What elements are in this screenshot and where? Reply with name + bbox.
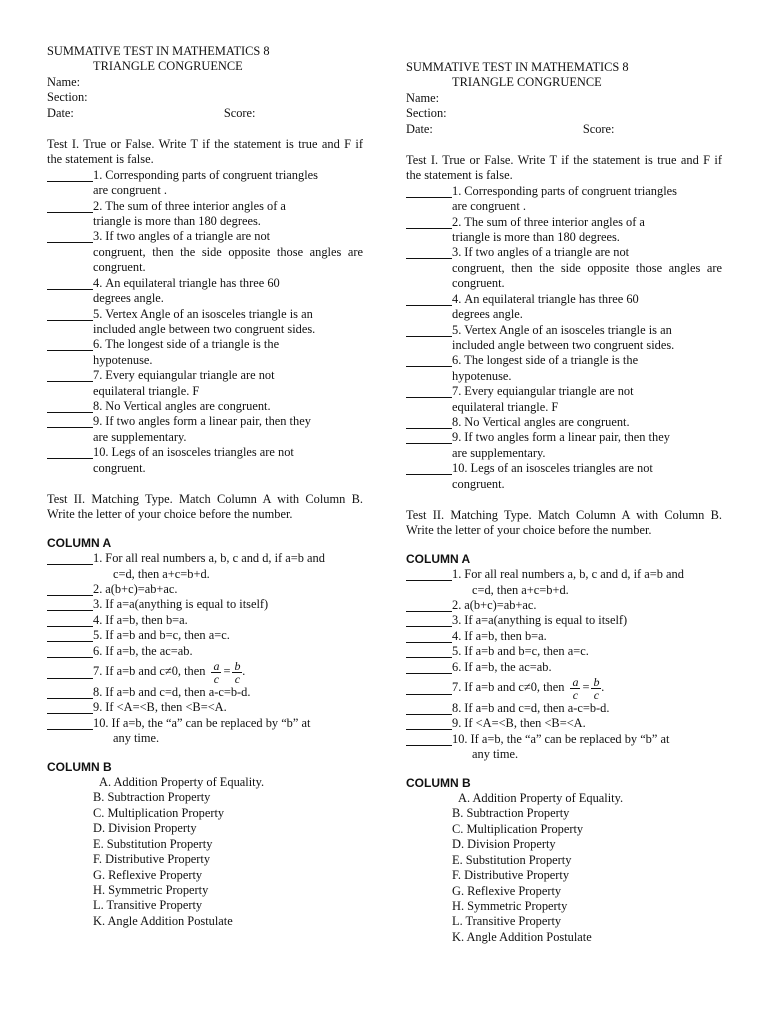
item-number: 8. — [93, 685, 103, 700]
item-text: If a=b and c=d, then a-c=b-d. — [464, 701, 610, 716]
answer-blank[interactable] — [47, 644, 93, 658]
answer-blank[interactable] — [406, 629, 452, 643]
item-number: 9. — [93, 700, 103, 715]
item-text: No Vertical angles are congruent. — [464, 414, 630, 429]
item-continuation: degrees angle. — [93, 291, 164, 306]
item-continuation: congruent. — [93, 460, 146, 475]
section-label: Section: — [47, 90, 88, 105]
column-a-item — [47, 582, 363, 597]
item-number: 9. — [452, 716, 462, 731]
test-copy-right — [406, 60, 722, 945]
equals-sign: = — [223, 664, 231, 679]
tf-item — [406, 184, 722, 215]
column-b-option: B. Subtraction Property — [452, 806, 570, 821]
column-b-option: G. Reflexive Property — [93, 867, 203, 882]
item-text: If a=b, the ac=ab. — [105, 643, 193, 658]
answer-blank[interactable] — [406, 184, 452, 198]
item-text: If a=a(anything is equal to itself) — [464, 613, 628, 628]
answer-blank[interactable] — [406, 716, 452, 730]
answer-blank[interactable] — [406, 598, 452, 612]
item-continuation: hypotenuse. — [452, 368, 512, 383]
column-b-option: H. Symmetric Property — [93, 882, 209, 897]
item-number: 4. — [93, 612, 103, 627]
column-a-item — [406, 567, 722, 598]
column-b-option: K. Angle Addition Postulate — [93, 913, 233, 928]
test2-instructions: Test II. Matching Type. Match Column A with Column B. Write the letter of your choice before the number. — [406, 507, 722, 538]
item-number: 4. — [452, 291, 462, 306]
test2-instructions: Test II. Matching Type. Match Column A with Column B. Write the letter of your choice before the number. — [47, 491, 363, 522]
item-text: An equilateral triangle has three 60 — [464, 291, 639, 306]
item-text: Corresponding parts of congruent triangles — [105, 167, 318, 182]
item-continuation: included angle between two congruent sides. — [93, 321, 316, 336]
column-a-heading: COLUMN A — [47, 535, 112, 550]
item-continuation: included angle between two congruent sides. — [452, 337, 675, 352]
item-text: For all real numbers a, b, c and d, if a=b and — [105, 551, 325, 566]
answer-blank[interactable] — [47, 582, 93, 596]
item-text: The sum of three interior angles of a — [105, 198, 286, 213]
item-number: 8. — [452, 414, 462, 429]
column-b-option: G. Reflexive Property — [452, 883, 562, 898]
answer-blank[interactable] — [47, 700, 93, 714]
item-number: 6. — [93, 643, 103, 658]
item-number: 9. — [452, 430, 462, 445]
tf-item — [406, 461, 722, 492]
tf-item — [406, 415, 722, 430]
column-a-item — [406, 644, 722, 659]
tf-item — [47, 199, 363, 230]
tf-item — [406, 292, 722, 323]
column-b-option: E. Substitution Property — [93, 836, 213, 851]
answer-blank[interactable] — [47, 665, 93, 679]
answer-blank[interactable] — [406, 660, 452, 674]
item-number: 7. — [93, 368, 103, 383]
item-text: a(b+c)=ab+ac. — [105, 582, 178, 596]
column-a-item — [406, 675, 722, 701]
item-continuation: equilateral triangle. F — [93, 383, 200, 398]
item-continuation: congruent. — [452, 476, 505, 491]
item-text: The longest side of a triangle is the — [464, 353, 639, 368]
test-subtitle: TRIANGLE CONGRUENCE — [93, 59, 243, 74]
item-text: If a=b, the “a” can be replaced by “b” at — [111, 715, 311, 730]
period: . — [242, 664, 246, 679]
item-text: Legs of an isosceles triangles are not — [111, 445, 294, 460]
column-b-heading: COLUMN B — [406, 775, 471, 790]
column-a-item — [47, 613, 363, 628]
item-text: Corresponding parts of congruent triangles — [464, 183, 677, 198]
item-text: Every equiangular triangle are not — [105, 368, 275, 383]
item-text: The longest side of a triangle is the — [105, 337, 280, 352]
item-continuation: hypotenuse. — [93, 352, 153, 367]
column-a-item — [47, 628, 363, 643]
numerator: a — [213, 658, 220, 673]
item-text: Vertex Angle of an isosceles triangle is an — [105, 306, 313, 321]
item-text: If a=a(anything is equal to itself) — [105, 597, 269, 612]
date-label: Date: — [47, 105, 74, 120]
item-number: 3. — [452, 613, 462, 628]
item-text: If <A=<B, then <B=<A. — [464, 716, 586, 731]
answer-blank[interactable] — [47, 551, 93, 565]
item-number: 6. — [93, 337, 103, 352]
column-b-option: L. Transitive Property — [452, 914, 562, 929]
column-b-option: F. Distributive Property — [93, 852, 211, 867]
answer-blank[interactable] — [406, 215, 452, 229]
item-text: If a=b and b=c, then a=c. — [464, 644, 589, 659]
answer-blank[interactable] — [406, 681, 452, 695]
score-label: Score: — [582, 121, 615, 136]
fraction-expression — [211, 660, 245, 685]
answer-blank[interactable] — [47, 368, 93, 382]
column-a-list — [406, 567, 722, 762]
answer-blank[interactable] — [47, 716, 93, 730]
item-number: 10. — [93, 445, 109, 460]
item-number: 5. — [93, 306, 103, 321]
item-number: 6. — [452, 353, 462, 368]
answer-blank[interactable] — [406, 732, 452, 746]
tf-item — [47, 414, 363, 445]
tf-item — [47, 276, 363, 307]
item-text: If <A=<B, then <B=<A. — [105, 700, 227, 715]
item-continuation: are supplementary. — [93, 429, 187, 444]
tf-item — [406, 384, 722, 415]
item-number: 8. — [452, 701, 462, 716]
column-b-option: F. Distributive Property — [452, 868, 570, 883]
item-continuation: any time. — [472, 747, 519, 762]
answer-blank[interactable] — [47, 628, 93, 642]
item-text: If a=b and b=c, then a=c. — [105, 628, 230, 643]
column-a-item — [47, 685, 363, 700]
item-continuation: are supplementary. — [452, 445, 546, 460]
name-label: Name: — [406, 90, 440, 105]
equals-sign: = — [582, 680, 590, 695]
column-b-option: D. Division Property — [452, 837, 556, 852]
item-number: 5. — [452, 644, 462, 659]
answer-blank[interactable] — [406, 701, 452, 715]
column-a-item — [47, 551, 363, 582]
column-b-option: D. Division Property — [93, 821, 197, 836]
answer-blank[interactable] — [47, 414, 93, 428]
answer-blank[interactable] — [47, 613, 93, 627]
denominator: c — [213, 671, 220, 686]
item-number: 7. — [452, 680, 462, 695]
item-number: 8. — [93, 398, 103, 413]
item-text: If two angles form a linear pair, then they — [464, 430, 670, 445]
item-continuation: c=d, then a+c=b+d. — [472, 582, 569, 597]
item-number: 4. — [93, 275, 103, 290]
column-b-option: K. Angle Addition Postulate — [452, 929, 592, 944]
item-continuation: are congruent . — [93, 183, 167, 198]
column-b-heading: COLUMN B — [47, 759, 112, 774]
denominator: c — [234, 671, 241, 686]
answer-blank[interactable] — [406, 384, 452, 398]
column-b-option: A. Addition Property of Equality. — [458, 791, 624, 806]
answer-blank[interactable] — [406, 323, 452, 337]
item-number: 10. — [93, 715, 109, 730]
answer-blank[interactable] — [406, 415, 452, 429]
item-number: 3. — [452, 245, 462, 260]
item-number: 1. — [452, 567, 462, 582]
item-text: Legs of an isosceles triangles are not — [470, 461, 653, 476]
score-label: Score: — [223, 105, 256, 120]
tf-item — [47, 229, 363, 275]
item-continuation: triangle is more than 180 degrees. — [93, 214, 261, 229]
numerator: b — [234, 658, 241, 673]
item-number: 2. — [93, 582, 103, 596]
tf-item — [406, 323, 722, 354]
denominator: c — [572, 687, 579, 702]
item-text: If a=b and c≠0, then — [464, 680, 565, 695]
answer-blank[interactable] — [47, 276, 93, 290]
item-text: If a=b, then b=a. — [105, 612, 188, 627]
item-text: Vertex Angle of an isosceles triangle is an — [464, 322, 672, 337]
answer-blank[interactable] — [406, 292, 452, 306]
tf-item — [406, 353, 722, 384]
answer-blank[interactable] — [406, 613, 452, 627]
column-b-option: L. Transitive Property — [93, 898, 203, 913]
item-number: 10. — [452, 731, 468, 746]
answer-blank[interactable] — [47, 399, 93, 413]
column-a-item — [47, 700, 363, 715]
answer-blank[interactable] — [406, 644, 452, 658]
answer-blank[interactable] — [47, 445, 93, 459]
item-number: 1. — [93, 551, 103, 566]
answer-blank[interactable] — [406, 567, 452, 581]
column-b-option: A. Addition Property of Equality. — [99, 775, 265, 790]
true-false-list — [406, 184, 722, 492]
denominator: c — [593, 687, 600, 702]
column-b-option: H. Symmetric Property — [452, 898, 568, 913]
answer-blank[interactable] — [47, 337, 93, 351]
test-title: SUMMATIVE TEST IN MATHEMATICS 8 — [47, 44, 270, 58]
item-text: Every equiangular triangle are not — [464, 384, 634, 399]
column-a-heading: COLUMN A — [406, 551, 471, 566]
item-number: 7. — [93, 664, 103, 679]
period: . — [601, 680, 605, 695]
item-text: If a=b and c=d, then a-c=b-d. — [105, 685, 251, 700]
column-b-option: E. Substitution Property — [452, 852, 572, 867]
test1-instructions: Test I. True or False. Write T if the statement is true and F if the statement is false. — [47, 137, 363, 167]
item-text: If two angles of a triangle are not — [464, 245, 630, 260]
answer-blank[interactable] — [47, 168, 93, 182]
tf-item — [47, 307, 363, 338]
column-a-item — [406, 716, 722, 731]
test-copy-left — [47, 44, 363, 929]
item-text: No Vertical angles are congruent. — [105, 398, 271, 413]
column-b-list — [47, 775, 363, 929]
item-number: 4. — [452, 628, 462, 643]
tf-item — [47, 337, 363, 368]
answer-blank[interactable] — [406, 353, 452, 367]
item-number: 2. — [452, 598, 462, 612]
item-number: 6. — [452, 659, 462, 674]
item-text: If a=b and c≠0, then — [105, 664, 206, 679]
test-subtitle: TRIANGLE CONGRUENCE — [452, 75, 602, 90]
numerator: b — [593, 674, 600, 689]
item-text: If two angles of a triangle are not — [105, 229, 271, 244]
item-continuation: equilateral triangle. F — [452, 399, 559, 414]
item-text: If a=b, the ac=ab. — [464, 659, 552, 674]
column-a-item — [406, 732, 722, 763]
column-a-item — [47, 716, 363, 747]
answer-blank[interactable] — [406, 461, 452, 475]
item-continuation: congruent, then the side opposite those angles are congruent. — [93, 244, 363, 275]
item-continuation: are congruent . — [452, 199, 526, 214]
column-a-list — [47, 551, 363, 746]
answer-blank[interactable] — [47, 199, 93, 213]
tf-item — [47, 445, 363, 476]
tf-item — [47, 168, 363, 199]
column-b-list — [406, 791, 722, 945]
column-a-item — [406, 613, 722, 628]
tf-item — [406, 245, 722, 291]
item-number: 1. — [93, 167, 103, 182]
fraction-expression — [570, 676, 604, 701]
item-continuation: triangle is more than 180 degrees. — [452, 230, 620, 245]
answer-blank[interactable] — [47, 597, 93, 611]
item-text: a(b+c)=ab+ac. — [464, 598, 537, 612]
item-number: 2. — [452, 214, 462, 229]
column-b-option: C. Multiplication Property — [452, 821, 584, 836]
item-text: If two angles form a linear pair, then they — [105, 414, 311, 429]
item-number: 9. — [93, 414, 103, 429]
item-continuation: c=d, then a+c=b+d. — [113, 566, 210, 581]
item-number: 10. — [452, 461, 468, 476]
item-continuation: degrees angle. — [452, 307, 523, 322]
item-text: If a=b, the “a” can be replaced by “b” at — [470, 731, 670, 746]
column-b-option: C. Multiplication Property — [93, 805, 225, 820]
item-continuation: any time. — [113, 731, 160, 746]
column-a-item — [406, 660, 722, 675]
item-text: An equilateral triangle has three 60 — [105, 275, 280, 290]
item-text: The sum of three interior angles of a — [464, 214, 645, 229]
column-b-option: B. Subtraction Property — [93, 790, 211, 805]
answer-blank[interactable] — [47, 307, 93, 321]
column-a-item — [406, 598, 722, 613]
answer-blank[interactable] — [47, 229, 93, 243]
answer-blank[interactable] — [47, 685, 93, 699]
column-a-item — [406, 701, 722, 716]
test-title: SUMMATIVE TEST IN MATHEMATICS 8 — [406, 60, 629, 74]
item-continuation: congruent, then the side opposite those angles are congruent. — [452, 260, 722, 291]
tf-item — [406, 215, 722, 246]
tf-item — [406, 430, 722, 461]
date-label: Date: — [406, 121, 433, 136]
name-label: Name: — [47, 74, 81, 89]
answer-blank[interactable] — [406, 430, 452, 444]
section-label: Section: — [406, 106, 447, 121]
item-number: 3. — [93, 229, 103, 244]
item-number: 2. — [93, 198, 103, 213]
item-number: 5. — [452, 322, 462, 337]
item-number: 5. — [93, 628, 103, 643]
tf-item — [47, 368, 363, 399]
tf-item — [47, 399, 363, 414]
item-number: 1. — [452, 183, 462, 198]
column-a-item — [47, 597, 363, 612]
item-text: For all real numbers a, b, c and d, if a=b and — [464, 567, 684, 582]
column-a-item — [47, 644, 363, 659]
item-number: 3. — [93, 597, 103, 612]
column-a-item — [47, 659, 363, 685]
true-false-list — [47, 168, 363, 476]
numerator: a — [572, 674, 579, 689]
test1-instructions: Test I. True or False. Write T if the statement is true and F if the statement is false. — [406, 153, 722, 183]
answer-blank[interactable] — [406, 245, 452, 259]
item-text: If a=b, then b=a. — [464, 628, 547, 643]
column-a-item — [406, 629, 722, 644]
item-number: 7. — [452, 384, 462, 399]
